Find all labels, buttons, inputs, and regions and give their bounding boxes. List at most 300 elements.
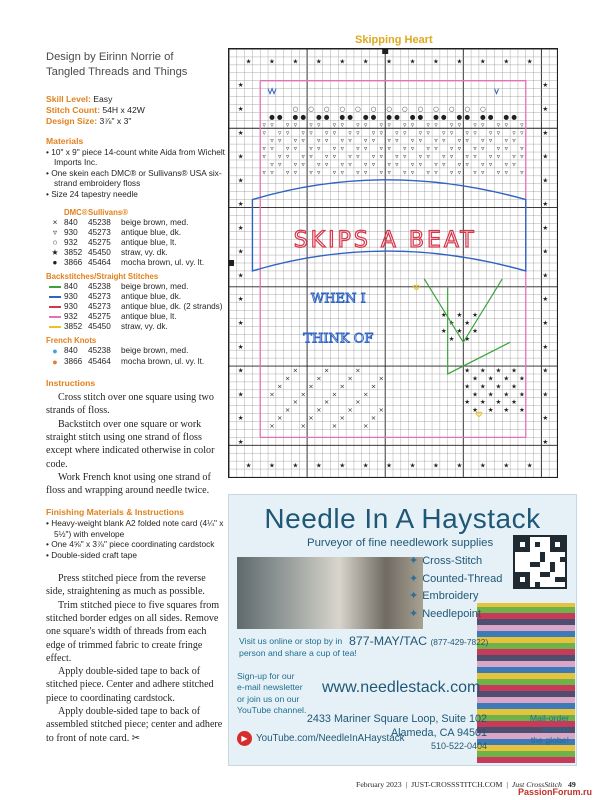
chart-symbol: ★ [237,295,244,304]
specs-block [46,94,226,127]
chart-symbol: ▿ [418,136,422,145]
star-icon: ✦ [409,555,419,567]
chart-symbol: ▿ [285,168,290,177]
cross-stitch-key-row [46,248,226,258]
chart-symbol: ▿ [371,136,376,145]
chart-symbol: ▿ [488,160,493,169]
chart-symbol: ▿ [465,160,469,169]
chart-symbol: ▿ [309,144,313,153]
chart-symbol: ● [292,112,299,121]
instruction-paragraph: Cross stitch over one square using two strands of floss. [46,392,214,417]
chart-symbol: ▿ [418,160,422,169]
instructions-heading: Instructions [46,378,96,389]
backstitch-heading: Backstitches/Straight Stitches [46,272,159,282]
backstitch-key [46,282,226,332]
chart-symbol: ▿ [293,144,298,153]
chart-symbol: ▿ [465,152,469,161]
instruction-paragraph: Work French knot using one strand of floss and wrapping around needle twice. [46,471,211,497]
chart-symbol: ★ [542,390,549,399]
chart-symbol: × [370,382,377,391]
chart-symbol: ★ [339,57,346,66]
chart-symbol: ▿ [340,120,344,129]
chart-symbol: ★ [542,366,549,375]
key-dmc: 3852 [64,322,83,332]
chart-symbol: ▿ [457,168,462,177]
chart-symbol: ★ [237,104,244,113]
chart-symbol: ▿ [520,144,524,153]
chart-symbol: × [339,414,345,423]
chart-symbol: ● [511,112,517,121]
qr-code-icon[interactable] [513,535,567,589]
chart-symbol: ★ [487,390,494,399]
chart-symbol: ● [339,112,346,121]
key-symbol: ● [52,346,58,357]
material-item: • One skein each DMC® or Sullivans® USA six-strand embroidery floss [46,167,222,189]
chart-symbol: ▿ [262,152,266,161]
chart-symbol: × [323,398,330,407]
chart-symbol: × [292,398,299,407]
chart-symbol: ★ [237,366,244,375]
key-dmc: 840 [64,282,78,292]
chart-symbol: ★ [503,461,510,470]
chart-symbol: ★ [237,414,244,423]
chart-symbol: ● [276,112,283,121]
finishing-heading: Finishing Materials & Instructions [46,507,184,518]
key-symbol [46,292,64,302]
chart-symbol: ▿ [285,128,290,137]
chart-symbol: ★ [456,311,463,320]
chart-symbol: ▿ [324,128,329,137]
finishing-item: • Double-sided craft tape [46,549,137,560]
chart-symbol: ★ [464,318,471,327]
chart-symbol: ▿ [356,152,360,161]
cross-stitch-chart [228,48,558,478]
store-photo [237,557,423,629]
chart-symbol: ▿ [512,152,516,161]
ad-website-link[interactable]: www.needlestack.com [322,679,481,696]
color-key-header: DMC®Sullivans® [64,208,128,218]
chart-symbol: ★ [456,326,463,335]
chart-symbol: ★ [479,398,486,407]
chart-symbol: ▿ [356,128,360,137]
chart-symbol: ★ [542,271,549,280]
chart-symbol: ▿ [410,120,415,129]
key-color-name: straw, vy. dk. [121,322,168,332]
chart-symbol: ● [386,112,392,121]
chart-symbol: ▿ [426,144,430,153]
star-icon: ✦ [409,572,419,585]
chart-symbol: ▿ [371,128,376,137]
chart-symbol: ★ [362,461,369,470]
chart-symbol: ▿ [285,152,290,161]
chart-symbol: ▿ [293,168,298,177]
chart-symbol: ▿ [504,160,508,169]
chart-symbol: ★ [245,461,252,470]
chart-symbol: ● [315,112,322,121]
key-sullivans: 45273 [88,228,111,238]
chart-symbol: ▿ [293,120,298,129]
chart-symbol: ★ [511,398,517,407]
chart-symbol: ▿ [340,160,344,169]
chart-symbol: × [300,422,306,431]
chart-symbol: × [378,374,385,383]
chart-symbol: ▿ [496,128,501,137]
chart-symbol: ▿ [442,128,446,137]
star-icon: ✦ [409,590,419,602]
materials-heading: Materials [46,136,84,146]
finishing-steps [46,572,226,745]
chart-symbol: ▿ [465,136,469,145]
key-symbol: ● [52,357,58,368]
chart-symbol: ● [487,112,494,121]
chart-symbol: ★ [542,200,549,209]
key-dmc: 930 [64,228,78,238]
finishing-item: • One 4⅝" x 3⅞" piece coordinating cardstock [46,539,215,550]
key-sullivans: 45464 [88,357,111,367]
chart-symbol: ★ [237,437,244,446]
chart-symbol: ○ [292,104,299,113]
chart-symbol: ▿ [481,120,485,129]
chart-symbol: ○ [464,104,471,113]
chart-symbol: ★ [479,57,486,66]
chart-symbol: ▿ [379,168,383,177]
chart-symbol: ▿ [332,152,337,161]
chart-symbol: ★ [542,128,549,137]
chart-symbol: ○ [433,104,439,113]
chart-symbol: ▿ [410,136,415,145]
chart-symbol: ★ [448,334,455,343]
chart-symbol: ▿ [488,152,493,161]
chart-symbol: ● [370,112,377,121]
chart-symbol: ▿ [504,120,508,129]
chart-symbol: ▿ [410,160,415,169]
chart-symbol: ▿ [278,160,282,169]
materials-list [46,147,226,199]
chart-symbol: ▿ [301,152,305,161]
chart-symbol: ▿ [434,136,438,145]
chart-symbol: ★ [237,81,244,90]
chart-symbol: ▿ [442,160,446,169]
chart-symbol: ▿ [340,168,344,177]
chart-symbol: ▿ [364,144,368,153]
french-knot-heading: French Knots [46,336,97,346]
chart-symbol: ▿ [403,144,407,153]
key-dmc: 3866 [64,258,83,268]
key-sullivans: 45450 [88,248,111,258]
chart-symbol: ● [503,112,510,121]
chart-symbol: ○ [386,104,392,113]
chart-symbol: ▿ [340,144,344,153]
chart-symbol: ▿ [457,144,462,153]
watermark: PassionForum.ru [517,787,592,797]
key-dmc: 3852 [64,248,83,258]
chart-symbol: ▿ [270,168,274,177]
chart-symbol: ★ [518,390,525,399]
chart-symbol: ★ [511,382,517,391]
youtube-icon: ▶ [237,731,252,746]
chart-symbol: ▿ [387,160,391,169]
key-color-name: antique blue, dk. (2 strands) [121,302,223,312]
key-dmc: 930 [64,292,78,302]
chart-symbol: ▿ [340,136,344,145]
instruction-paragraph: Backstitch over one square or work straight stitch using one strand of floss except where indicated otherwise in color code. [46,418,215,470]
chart-symbol: ▿ [348,160,352,169]
chart-symbol: ▿ [364,136,368,145]
designer-line-1: Design by Eirinn Norrie of [46,51,174,63]
key-color-name: beige brown, med. [121,346,189,356]
chart-symbol: ▿ [387,120,391,129]
chart-symbol: ▿ [309,120,313,129]
french-knot-key-row [46,357,226,368]
chart-symbol: ▿ [324,160,329,169]
backstitch-zigzag [495,89,499,94]
chart-symbol: × [316,374,322,383]
service-item: ✦ Counted-Thread [409,572,503,585]
chart-symbol: ● [417,112,424,121]
chart-symbol: ▿ [270,136,274,145]
finishing-paragraph: Press stitched piece from the reverse side, straightening as much as possible. [46,573,206,598]
key-color-name: mocha brown, ul. vy. lt. [121,258,205,268]
chart-symbol: ▿ [403,128,407,137]
chart-symbol: ▿ [410,168,415,177]
chart-symbol: ★ [495,366,502,375]
chart-symbol: ★ [269,57,275,66]
backstitch-key-row [46,302,226,312]
chart-symbol: ▿ [473,128,477,137]
center-marker-left [229,260,234,266]
backstitch-key-row [46,282,226,292]
french-knot-key-row [46,346,226,357]
chart-symbol: ○ [479,104,486,113]
chart-symbol: ▿ [270,144,274,153]
spec-stitch-count: Stitch Count: 54H x 42W [46,105,145,115]
chart-symbol: ★ [495,398,502,407]
chart-symbol: ★ [487,374,494,383]
chart-symbol: ○ [308,104,314,113]
chart-symbol: ★ [542,104,549,113]
chart-grid [229,49,557,477]
chart-symbol: ▿ [442,152,446,161]
chart-symbol: ▿ [520,120,524,129]
chart-symbol: ▿ [387,144,391,153]
chart-symbol: ★ [542,176,549,185]
chart-symbol: ★ [464,366,471,375]
ad-subtitle: Purveyor of fine needlework supplies [307,537,494,549]
chart-symbol: ● [409,112,416,121]
key-dmc: 932 [64,312,78,322]
chart-symbol: ▿ [332,168,337,177]
cross-stitch-key-row [46,238,226,248]
chart-symbol: ▿ [324,152,329,161]
chart-symbol: ▿ [488,136,493,145]
chart-symbol: ▿ [371,152,376,161]
chart-symbol: ★ [237,318,244,327]
key-color-name: beige brown, med. [121,282,189,292]
chart-symbol: ▿ [504,168,508,177]
chart-symbol: ▿ [434,168,438,177]
chart-symbol: ▿ [262,168,266,177]
key-sullivans: 45238 [88,218,111,228]
cross-stitch-key [46,218,226,268]
chart-symbol: ▿ [473,144,477,153]
chart-symbol: × [300,390,306,399]
chart-symbol: ▿ [278,136,282,145]
chart-symbol: ★ [472,311,478,320]
chart-symbol: ★ [542,437,549,446]
chart-symbol: ▿ [332,144,337,153]
chart-symbol: ▿ [520,168,524,177]
chart-symbol: ● [394,112,400,121]
ad-services [409,553,502,623]
chart-symbol: ▿ [449,144,454,153]
chart-symbol: ★ [464,398,471,407]
chart-symbol: ★ [292,461,299,470]
chart-symbol: × [316,406,322,415]
chart-symbol: ▿ [395,136,399,145]
chart-symbol: ★ [472,390,478,399]
chart-symbol: ▿ [285,120,290,129]
page-footer: February 2023 | JUST-CROSSSTITCH.COM | Just CrossStitch 49 [356,780,576,789]
key-symbol: ● [52,258,58,268]
key-color-name: antique blue, lt. [121,312,177,322]
chart-symbol: ▿ [348,128,352,137]
chart-symbol: ▿ [317,144,321,153]
chart-symbol: ▿ [426,128,430,137]
chart-symbol: ▿ [496,120,501,129]
chart-symbol: ★ [518,406,525,415]
chart-symbol: × [308,414,314,423]
key-color-name: straw, vy. dk. [121,248,168,258]
chart-symbol: ★ [440,326,447,335]
chart-symbol: ★ [339,461,346,470]
ad-visit-text: Visit us online or stop by in person and share a cup of tea! [239,636,357,658]
chart-symbol: × [331,390,338,399]
chart-symbol: ★ [315,57,322,66]
chart-symbol: ▿ [496,144,501,153]
chart-symbol: ▿ [473,168,477,177]
chart-symbol: ▿ [270,160,274,169]
chart-symbol: ○ [417,104,424,113]
chart-symbol: ★ [409,461,416,470]
chart-symbol: × [308,382,314,391]
chart-symbol: ▿ [504,144,508,153]
ad-phone[interactable]: 877-MAY/TAC (877-429-7822) [349,634,489,648]
chart-symbol: ▿ [371,160,376,169]
chart-symbol: ▿ [449,128,454,137]
chart-symbol: × [284,406,291,415]
chart-symbol: ★ [464,382,471,391]
chart-symbol: ▿ [324,136,329,145]
key-symbol: ▿ [52,228,58,238]
chart-symbol: ▿ [379,144,383,153]
chart-symbol: ▿ [426,168,430,177]
chart-symbol: ▿ [418,128,422,137]
chart-symbol: × [339,382,345,391]
chart-symbol: ★ [472,374,478,383]
chart-symbol: × [323,366,330,375]
key-color-name: antique blue, dk. [121,228,182,238]
cross-stitch-key-row [46,218,226,228]
chart-symbol: ▿ [481,136,485,145]
finishing-paragraph: Apply double-sided tape to back of assembled stitched piece; center and adhere to front of note card. ✂ [46,706,223,744]
cross-stitch-key-row [46,258,226,268]
chart-symbol: ● [362,112,369,121]
chart-symbol: ★ [362,57,369,66]
service-item: ✦ Cross-Stitch [409,555,483,567]
chart-symbol: ★ [495,382,502,391]
chart-symbol: ▿ [434,120,438,129]
chart-symbol: ▿ [504,136,508,145]
chart-symbol: ★ [526,461,533,470]
chart-symbol: ★ [315,461,322,470]
key-symbol [46,322,64,332]
chart-symbol: × [355,366,361,375]
chart-title: Skipping Heart [355,34,433,46]
chart-symbol: ▿ [364,120,368,129]
chart-symbol: ★ [245,57,252,66]
chart-symbol: ▿ [379,152,383,161]
chart-symbol: ▿ [449,120,454,129]
backstitch-zigzag [268,89,276,94]
key-symbol [46,302,64,312]
ad-youtube-link[interactable]: ▶ YouTube.com/NeedleInAHaystack [237,731,405,746]
chart-symbol: ○ [323,104,330,113]
key-dmc: 840 [64,346,78,356]
chart-symbol: ★ [503,406,510,415]
chart-symbol: × [370,414,377,423]
chart-symbol: ★ [386,461,393,470]
chart-symbol: ▿ [488,128,493,137]
chart-symbol: ▿ [395,128,399,137]
chart-symbol: ★ [237,271,244,280]
chart-symbol: ★ [472,326,478,335]
chart-symbol: × [362,422,369,431]
chart-symbol: ▿ [457,120,462,129]
chart-symbol: ▿ [278,128,282,137]
chart-symbol: ▿ [481,160,485,169]
chart-symbol: ▿ [512,128,516,137]
chart-symbol: ★ [503,57,510,66]
chart-symbol: ▿ [356,168,360,177]
key-sullivans: 45450 [88,322,111,332]
chart-symbol: ★ [542,247,549,256]
chart-symbol: ▿ [434,160,438,169]
chart-symbol: ○ [370,104,377,113]
ad-signup-text: Sign-up for our e-mail newsletter or join us on our YouTube channel. [237,671,307,715]
chart-symbol: × [269,422,275,431]
finishing-paragraph: Trim stitched piece to five squares from stitched border edges on all sides. Remove one square's width of threads from each edge of trimmed fabric to create fringe effect. [46,599,220,664]
chart-symbol: ★ [511,366,517,375]
chart-symbol: ▿ [449,152,454,161]
key-dmc: 932 [64,238,78,248]
chart-symbol: ▿ [309,152,313,161]
chart-symbol: ★ [440,311,447,320]
backstitch-key-row [46,292,226,302]
key-color-name: beige brown, med. [121,218,189,228]
chart-symbol: ★ [503,374,510,383]
chart-symbol: ★ [269,461,275,470]
chart-symbol: ▿ [520,152,524,161]
key-sullivans: 45275 [88,312,111,322]
chart-symbol: ★ [433,57,439,66]
advertisement[interactable] [228,494,577,766]
chart-symbol: ▿ [395,160,399,169]
chart-symbol: ▿ [356,144,360,153]
chart-symbol: ▿ [434,144,438,153]
key-symbol: ○ [52,238,58,248]
chart-symbol: ○ [355,104,361,113]
chart-symbol: ★ [487,406,494,415]
